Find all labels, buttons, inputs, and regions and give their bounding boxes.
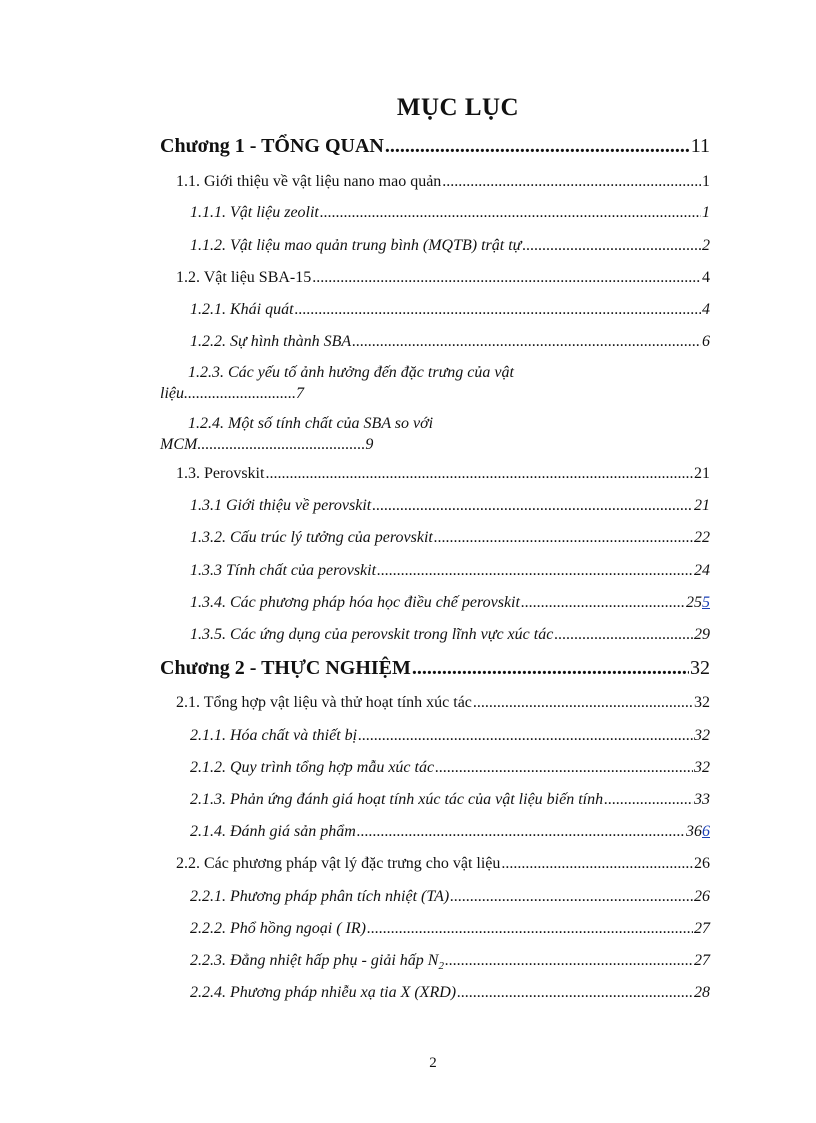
toc-entry-text: 2.1.4. Đánh giá sản phẩm (190, 823, 356, 840)
toc-page-number: 255 (686, 594, 710, 611)
toc-page-number: 22 (694, 529, 710, 546)
toc-entry-text: 1.2.1. Khái quát (190, 301, 294, 318)
toc-entry-text: 2.2.3. Đẳng nhiệt hấp phụ - giải hấp $N_2$ (190, 952, 444, 973)
toc-entry-text: 2.2.4. Phương pháp nhiễu xạ tia X (XRD) (190, 984, 457, 1001)
toc-entry-text: 1.3.5. Các ứng dụng của perovskit trong lĩnh vực xúc tác (190, 626, 554, 643)
toc-entry-text: 2.1. Tổng hợp vật liệu và thử hoạt tính xúc tác (176, 694, 472, 711)
toc-title: MỤC LỤC (396, 94, 520, 121)
leader-dots (358, 727, 693, 745)
toc-entry[interactable] (176, 269, 710, 287)
leader-dots (377, 562, 693, 580)
toc-entry-text: 1.2.4. Một số tính chất của SBA so với (188, 415, 434, 432)
toc-entry[interactable] (190, 727, 710, 745)
leader-dots (473, 694, 693, 712)
toc-page-number: 366 (686, 823, 710, 840)
toc-entry-text: 1.1.2. Vật liệu mao quản trung bình (MQTB) trật tự (190, 237, 522, 254)
leader-dots (521, 594, 685, 612)
leader-dots (372, 497, 693, 515)
toc-page-link[interactable]: 5 (702, 594, 710, 611)
toc-page-number: 2 (702, 237, 710, 254)
toc-page-number: 32 (694, 759, 710, 776)
toc-page-number: 33 (694, 791, 710, 808)
toc-page-number: 1 (702, 204, 710, 221)
toc-entry-text: 1.3.2. Cấu trúc lý tưởng của perovskit (190, 529, 433, 546)
toc-page-number: 29 (694, 626, 710, 643)
toc-page-number: 32 (690, 657, 710, 679)
leader-dots (385, 135, 690, 158)
toc-entry[interactable] (190, 791, 710, 809)
leader-dots (320, 204, 701, 222)
toc-entry-text: Chương 1 - TỔNG QUAN (160, 135, 384, 157)
toc-entry-text: 1.3. Perovskit (176, 465, 265, 482)
toc-entry-text: 2.1.2. Quy trình tổng hợp mẫu xúc tác (190, 759, 435, 776)
toc-entry[interactable] (190, 333, 710, 351)
toc-page-number: 6 (702, 333, 710, 350)
toc-page-number: 27 (694, 952, 710, 969)
toc-entry-text: 1.3.1 Giới thiệu về perovskit (190, 497, 372, 514)
toc-entry-wrapped[interactable] (160, 362, 580, 404)
leader-dots (357, 823, 685, 841)
toc-page-link[interactable]: 6 (702, 823, 710, 840)
toc-entry[interactable] (190, 823, 710, 841)
toc-entry-text: 2.2.2. Phổ hồng ngoại ( IR) (190, 920, 366, 937)
toc-entry[interactable] (190, 984, 710, 1002)
leader-dots (435, 759, 693, 777)
toc-page-number: 4 (702, 301, 710, 318)
toc-entry[interactable] (176, 694, 710, 712)
leader-dots (265, 465, 693, 483)
toc-entry[interactable] (176, 173, 710, 191)
toc-entry[interactable] (190, 529, 710, 547)
toc-entry[interactable] (176, 855, 710, 873)
toc-page-number: 21 (694, 465, 710, 482)
toc-entry[interactable] (190, 759, 710, 777)
toc-entry-text: 1.2.3. Các yếu tố ảnh hưởng đến đặc trưng của vật (188, 364, 514, 381)
toc-entry-text: 1.1. Giới thiệu về vật liệu nano mao quản (176, 173, 442, 190)
toc-page-number: 7 (296, 385, 304, 402)
leader-dots (450, 888, 693, 906)
toc-entry-text: 2.1.3. Phản ứng đánh giá hoạt tính xúc tác của vật liệu biến tính (190, 791, 604, 808)
leader-dots (352, 333, 701, 351)
toc-entry-text: 1.3.4. Các phương pháp hóa học điều chế perovskit (190, 594, 520, 611)
toc-page-number: 24 (694, 562, 710, 579)
toc-entry-text: 2.2.1. Phương pháp phân tích nhiệt (TA) (190, 888, 450, 905)
toc-entry[interactable] (190, 888, 710, 906)
toc-entry[interactable] (190, 562, 710, 580)
toc-entry[interactable] (190, 301, 710, 319)
toc-page-number: 32 (694, 694, 710, 711)
page-number-footer: 2 (429, 1055, 437, 1071)
leader-dots (522, 237, 701, 255)
toc-page-number: 26 (694, 888, 710, 905)
leader-dots (367, 920, 693, 938)
toc-entry[interactable] (190, 626, 710, 644)
toc-entry[interactable] (190, 594, 710, 612)
leader-dots (412, 657, 689, 680)
toc-entry[interactable] (190, 920, 710, 938)
toc-entry[interactable] (190, 204, 710, 222)
toc-page-number: 27 (694, 920, 710, 937)
toc-entry[interactable] (190, 952, 710, 973)
toc-page-number: 21 (694, 497, 710, 514)
toc-entry[interactable] (176, 465, 710, 483)
toc-entry-wrapped[interactable] (160, 413, 580, 455)
toc-entry[interactable] (190, 237, 710, 255)
toc-page-number: 11 (690, 135, 710, 157)
toc-entry-continuation: MCM..........................................9 (160, 436, 374, 453)
toc-chapter-2[interactable] (160, 657, 710, 680)
toc-page-number: 1 (702, 173, 710, 190)
leader-dots (457, 984, 693, 1002)
toc-entry-text: 2.1.1. Hóa chất và thiết bị (190, 727, 358, 744)
leader-dots (312, 269, 701, 287)
toc-page-number: 4 (702, 269, 710, 286)
toc-page-number: 28 (694, 984, 710, 1001)
toc-entry-text: 1.3.3 Tính chất của perovskit (190, 562, 377, 579)
subscript: 2 (438, 960, 444, 973)
toc-entry-text: Chương 2 - THỰC NGHIỆM (160, 657, 411, 679)
leader-dots (554, 626, 693, 644)
toc-page-number: 9 (365, 436, 374, 453)
toc-chapter-1[interactable] (160, 135, 710, 158)
toc-entry-text: 1.2.2. Sự hình thành SBA (190, 333, 352, 350)
leader-dots (445, 952, 693, 970)
toc-entry-continuation: liệu............................7 (160, 385, 304, 402)
leader-dots (442, 173, 701, 191)
leader-dots (501, 855, 693, 873)
leader-dots (434, 529, 693, 547)
toc-entry-text: 1.2. Vật liệu SBA-15 (176, 269, 312, 286)
toc-entry[interactable] (190, 497, 710, 515)
toc-entry-text: 2.2. Các phương pháp vật lý đặc trưng cho vật liệu (176, 855, 501, 872)
leader-dots (295, 301, 701, 319)
toc-page-number: 26 (694, 855, 710, 872)
toc-page-number: 32 (694, 727, 710, 744)
toc-entry-text: 1.1.1. Vật liệu zeolit (190, 204, 319, 221)
leader-dots (604, 791, 693, 809)
